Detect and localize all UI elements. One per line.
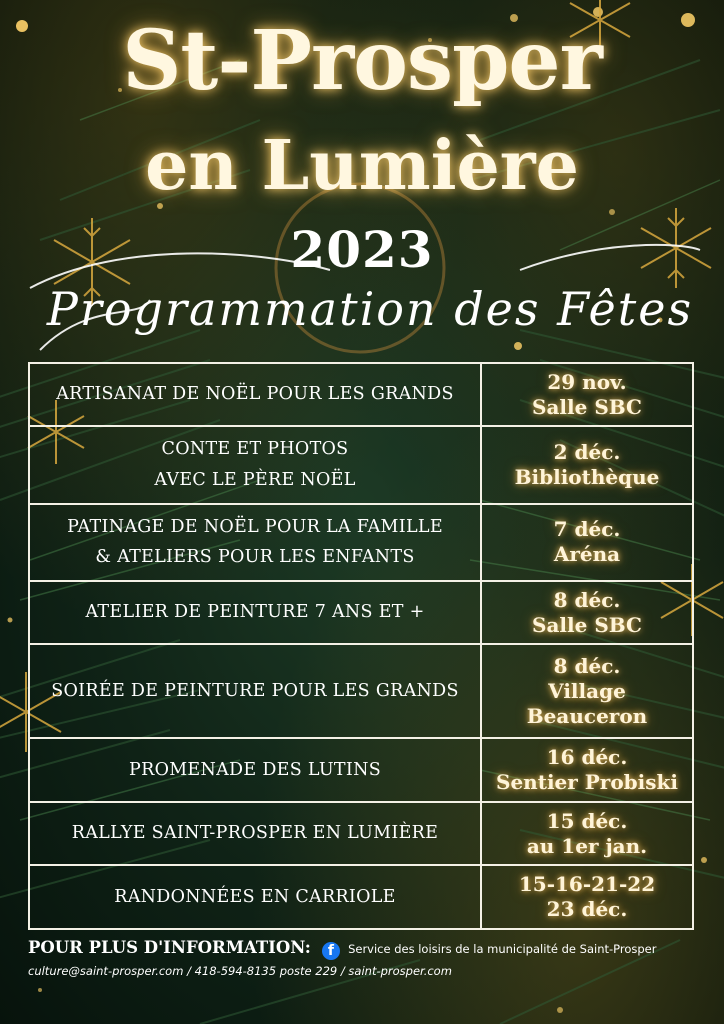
event-date: 15-16-21-22: [518, 872, 656, 897]
program-table: [28, 362, 694, 930]
event-row: [29, 504, 693, 581]
program-subtitle: Programmation des Fêtes: [46, 282, 694, 336]
event-row: [29, 644, 693, 738]
event-date: 15 déc.: [546, 808, 628, 833]
poster-title: St-Prosper: [122, 13, 602, 109]
event-when: [481, 738, 693, 801]
event-activity-line: CONTE ET PHOTOS: [161, 439, 349, 460]
poster-title-line2: en Lumière: [145, 126, 579, 206]
event-row: [29, 363, 693, 426]
event-date: 2 déc.: [553, 440, 621, 465]
event-when: [481, 504, 693, 581]
event-activity: [29, 865, 481, 929]
event-activity-line: SOIRÉE DE PEINTURE POUR LES GRANDS: [51, 681, 459, 702]
event-when: [481, 644, 693, 738]
event-date: 16 déc.: [546, 745, 628, 770]
poster-year: 2023: [290, 220, 434, 279]
event-date: 7 déc.: [553, 517, 621, 542]
event-activity: [29, 738, 481, 801]
event-activity: [29, 802, 481, 865]
event-date: 29 nov.: [547, 369, 627, 394]
event-place: Salle SBC: [532, 394, 642, 419]
event-activity-line: ATELIER DE PEINTURE 7 ANS ET +: [85, 602, 425, 623]
event-when: [481, 865, 693, 929]
footer-info: [28, 938, 708, 960]
event-row: [29, 802, 693, 865]
event-row: [29, 865, 693, 929]
event-activity-line: ARTISANAT DE NOËL POUR LES GRANDS: [56, 384, 454, 405]
event-activity-line: PROMENADE DES LUTINS: [129, 759, 381, 780]
event-activity-line: AVEC LE PÈRE NOËL: [154, 470, 356, 491]
event-place: au 1er jan.: [526, 833, 648, 858]
event-when: [481, 426, 693, 503]
event-row: [29, 581, 693, 644]
event-place: Aréna: [553, 542, 621, 567]
event-activity-line: & ATELIERS POUR LES ENFANTS: [95, 547, 415, 568]
event-activity: [29, 426, 481, 503]
facebook-icon[interactable]: f: [322, 942, 340, 960]
event-activity-line: PATINAGE DE NOËL POUR LA FAMILLE: [67, 516, 443, 537]
event-place: Salle SBC: [532, 612, 642, 637]
event-date: 8 déc.: [553, 653, 621, 678]
event-activity: [29, 504, 481, 581]
event-row: [29, 738, 693, 801]
event-place: Village Beauceron: [526, 678, 648, 728]
event-when: [481, 363, 693, 426]
event-when: [481, 581, 693, 644]
event-activity: [29, 581, 481, 644]
event-activity: [29, 644, 481, 738]
event-activity-line: RALLYE SAINT-PROSPER EN LUMIÈRE: [71, 823, 439, 844]
event-date: 8 déc.: [553, 587, 621, 612]
event-activity: [29, 363, 481, 426]
event-place: Bibliothèque: [514, 465, 660, 490]
event-place: Sentier Probiski: [496, 770, 678, 795]
event-when: [481, 802, 693, 865]
facebook-page-link[interactable]: Service des loisirs de la municipalité de Saint-Prosper: [348, 942, 657, 956]
event-row: [29, 426, 693, 503]
info-label: POUR PLUS D'INFORMATION:: [28, 938, 311, 957]
event-activity-line: RANDONNÉES EN CARRIOLE: [114, 886, 396, 907]
event-place: 23 déc.: [546, 897, 628, 922]
contact-line: culture@saint-prosper.com / 418-594-8135 poste 229 / saint-prosper.com: [28, 964, 452, 978]
